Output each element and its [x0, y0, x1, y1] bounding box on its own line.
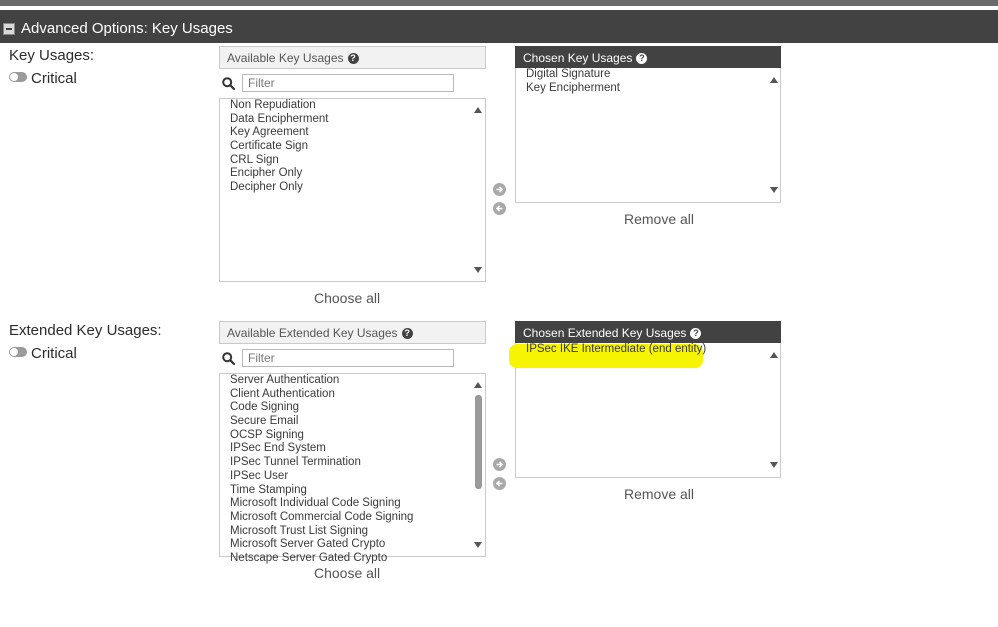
scroll-down-arrow-icon[interactable]: [474, 542, 482, 548]
arrow-right-icon: [493, 183, 506, 196]
list-item[interactable]: Time Stamping: [230, 483, 307, 496]
list-item[interactable]: Server Authentication: [230, 374, 340, 386]
list-item[interactable]: Data Encipherment: [230, 112, 329, 125]
move-left-button[interactable]: [493, 477, 506, 490]
chosen-key-usages-header: [515, 46, 781, 69]
extended-key-usages-label: Extended Key Usages:: [9, 322, 162, 339]
key-usages-filter-input[interactable]: [242, 74, 454, 92]
list-item[interactable]: CRL Sign: [230, 153, 279, 166]
search-icon: [222, 77, 235, 90]
help-icon[interactable]: ?: [348, 53, 359, 64]
key-usages-label: Key Usages:: [9, 47, 95, 64]
arrow-left-icon: [493, 477, 506, 490]
available-key-usages-title: Available Key Usages: [227, 51, 344, 65]
arrow-left-icon: [493, 202, 506, 215]
list-item[interactable]: Certificate Sign: [230, 140, 308, 153]
scroll-down-arrow-icon[interactable]: [770, 462, 778, 468]
scroll-down-arrow-icon[interactable]: [474, 267, 482, 273]
list-item[interactable]: IPSec Tunnel Termination: [230, 456, 361, 469]
section-header[interactable]: [0, 10, 998, 43]
list-item[interactable]: Secure Email: [230, 415, 299, 428]
key-usages-choose-all-link[interactable]: Choose all: [314, 290, 381, 306]
section-title: Advanced Options: Key Usages: [21, 20, 233, 37]
extended-key-usages-critical-label: Critical: [31, 345, 77, 362]
key-usages-remove-all-link[interactable]: Remove all: [624, 211, 695, 227]
scrollbar-thumb[interactable]: [475, 395, 482, 489]
search-icon: [222, 352, 235, 365]
list-item[interactable]: Digital Signature: [526, 68, 611, 80]
help-icon[interactable]: ?: [690, 328, 701, 339]
available-extended-key-usages-header: [219, 321, 486, 344]
collapse-minus-icon[interactable]: [3, 23, 15, 35]
move-left-button[interactable]: [493, 202, 506, 215]
list-item[interactable]: Decipher Only: [230, 181, 303, 194]
chosen-extended-key-usages-title: Chosen Extended Key Usages: [523, 326, 687, 340]
scroll-up-arrow-icon[interactable]: [474, 382, 482, 388]
move-right-button[interactable]: [493, 183, 506, 196]
scroll-up-arrow-icon[interactable]: [770, 77, 778, 83]
list-item[interactable]: IPSec IKE Intermediate (end entity): [526, 343, 707, 355]
scroll-up-arrow-icon[interactable]: [474, 107, 482, 113]
key-usages-critical-label: Critical: [31, 70, 77, 87]
list-item[interactable]: Code Signing: [230, 401, 300, 414]
extended-key-usages-critical-toggle[interactable]: [9, 347, 27, 357]
available-key-usages-header: [219, 46, 486, 69]
list-item[interactable]: Microsoft Trust List Signing: [230, 524, 369, 537]
extended-key-usages-remove-all-link[interactable]: Remove all: [624, 486, 695, 502]
list-item[interactable]: Netscape Server Gated Crypto: [230, 551, 388, 564]
list-item[interactable]: IPSec User: [230, 469, 289, 482]
scroll-up-arrow-icon[interactable]: [770, 352, 778, 358]
key-usages-critical-toggle[interactable]: [9, 72, 27, 82]
list-item[interactable]: Client Authentication: [230, 387, 335, 400]
scroll-down-arrow-icon[interactable]: [770, 187, 778, 193]
extended-key-usages-filter-input[interactable]: [242, 349, 454, 367]
list-item[interactable]: OCSP Signing: [230, 428, 304, 441]
help-icon[interactable]: ?: [402, 328, 413, 339]
list-item[interactable]: Microsoft Individual Code Signing: [230, 497, 401, 510]
chosen-key-usages-list[interactable]: [515, 68, 781, 203]
list-item[interactable]: Key Encipherment: [526, 81, 620, 94]
available-extended-key-usages-title: Available Extended Key Usages: [227, 326, 398, 340]
chosen-extended-key-usages-list[interactable]: [515, 343, 781, 478]
available-extended-key-usages-list[interactable]: [219, 373, 486, 564]
list-item[interactable]: Key Agreement: [230, 126, 309, 139]
list-item[interactable]: IPSec End System: [230, 442, 326, 455]
chosen-extended-key-usages-header: [515, 321, 781, 344]
extended-key-usages-choose-all-link[interactable]: Choose all: [314, 565, 381, 581]
move-right-button[interactable]: [493, 458, 506, 471]
list-item[interactable]: Microsoft Server Gated Crypto: [230, 538, 386, 551]
list-item[interactable]: Non Repudiation: [230, 99, 316, 111]
chosen-key-usages-title: Chosen Key Usages: [523, 51, 633, 65]
available-key-usages-list[interactable]: [219, 98, 486, 282]
arrow-right-icon: [493, 458, 506, 471]
list-item[interactable]: Encipher Only: [230, 167, 303, 180]
list-item[interactable]: Microsoft Commercial Code Signing: [230, 510, 414, 523]
help-icon[interactable]: ?: [636, 53, 647, 64]
